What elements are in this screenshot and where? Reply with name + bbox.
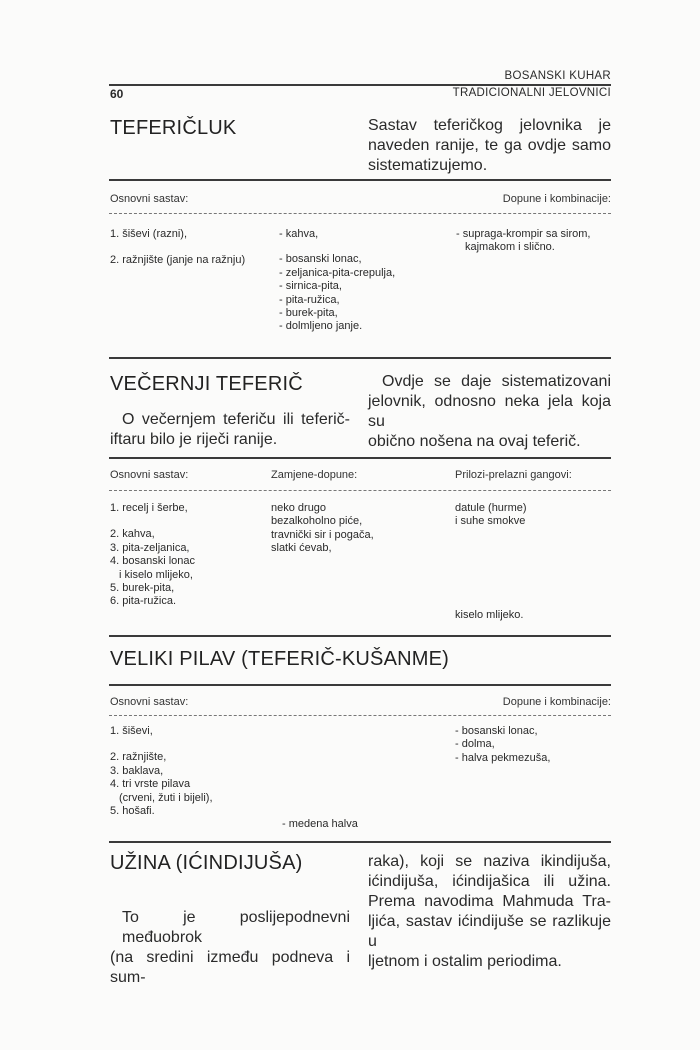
column-header-substitutes: Zamjene-dopune: — [271, 469, 358, 481]
book-subtitle: TRADICIONALNI JELOVNICI — [452, 87, 611, 99]
list-item: 3. baklava, — [110, 764, 164, 777]
column-header-additions: Dopune i kombinacije: — [502, 193, 611, 205]
paragraph-line: ićindijuša, ićindijašica ili užina. — [368, 873, 611, 890]
column-header-additions: Dopune i kombinacije: — [502, 696, 611, 708]
column-header-basic: Osnovni sastav: — [110, 469, 189, 481]
list-item: - sirnica-pita, — [279, 280, 342, 293]
paragraph-line: ljića, sastav ićindijuše se razlikuje u — [368, 913, 611, 950]
list-item: i suhe smokve — [455, 515, 526, 528]
section-title-tefericluk: TEFERIČLUK — [110, 117, 237, 139]
section-title-vecernji: VEČERNJI TEFERIČ — [110, 373, 303, 395]
paragraph-line: iftaru bilo je riječi ranije. — [110, 431, 278, 448]
list-item: i kiselo mlijeko, — [119, 568, 193, 581]
column-header-basic: Osnovni sastav: — [110, 696, 189, 708]
dashed-divider — [109, 715, 611, 716]
section-rule — [109, 357, 611, 359]
paragraph-line: jelovnik, odnosno neka jela koja su — [368, 393, 611, 430]
list-item: - bosanski lonac, — [279, 253, 362, 266]
middle-list — [279, 228, 395, 334]
list-item: 5. burek-pita, — [110, 582, 175, 595]
paragraph-line: To je poslijepodnevni međuobrok — [122, 909, 350, 946]
list-item: 6. pita-ružica. — [110, 595, 177, 608]
column-header-basic: Osnovni sastav: — [110, 193, 189, 205]
list-item: kajmakom i slično. — [465, 241, 555, 254]
list-item: - medena halva — [282, 818, 358, 830]
list-item: 2. ražnjište, — [110, 751, 167, 764]
right-list — [456, 228, 590, 255]
section-rule — [109, 841, 611, 843]
section-rule — [109, 684, 611, 686]
list-item: 5. hošafi. — [110, 805, 155, 818]
list-item: neko drugo — [271, 502, 327, 514]
list-item: kiselo mlijeko. — [455, 609, 524, 621]
list-item: - burek-pita, — [279, 307, 338, 320]
list-item: 4. tri vrste pilava — [110, 778, 191, 791]
left-paragraph — [110, 908, 350, 988]
basic-list — [110, 502, 195, 609]
paragraph-line: Ovdje se daje sistematizovani — [382, 373, 611, 390]
right-paragraph — [368, 372, 611, 452]
paragraph-line: obično nošena na ovaj teferič. — [368, 433, 581, 450]
list-item: - dolmljeno janje. — [279, 320, 363, 333]
basic-list — [110, 725, 213, 818]
section-rule — [109, 635, 611, 637]
list-item: 4. bosanski lonac — [110, 555, 195, 568]
section-rule — [109, 179, 611, 181]
section-title-uzina: UŽINA (IĆINDIJUŠA) — [110, 852, 303, 874]
list-item: 3. pita-zeljanica, — [110, 541, 190, 554]
header-rule — [109, 84, 611, 86]
list-item: - halva pekmezuša, — [455, 751, 551, 764]
intro-line: Sastav teferičkog jelovnika je — [368, 117, 611, 134]
list-item: datule (hurme) — [455, 502, 527, 514]
additions-list — [455, 725, 550, 765]
list-item: bezalkoholno piće, — [271, 515, 363, 528]
list-item: - supraga-krompir sa sirom, — [456, 228, 591, 240]
section-rule — [109, 457, 611, 459]
paragraph-line: ljetnom i ostalim periodima. — [368, 953, 562, 970]
list-item: travnički sir i pogača, — [271, 528, 374, 541]
dashed-divider — [109, 213, 611, 214]
list-item: slatki ćevab, — [271, 542, 332, 555]
list-item: (crveni, žuti i bijeli), — [119, 791, 213, 804]
section-title-veliki-pilav: VELIKI PILAV (TEFERIČ-KUŠANME) — [110, 648, 450, 670]
list-item: 2. kahva, — [110, 528, 155, 541]
list-item: - pita-ružica, — [279, 293, 340, 306]
paragraph-line: raka), koji se naziva ikindijuša, — [368, 853, 611, 870]
page-number: 60 — [110, 87, 124, 101]
section-intro — [368, 116, 611, 176]
intro-line: naveden ranije, te ga ovdje samo — [368, 137, 611, 154]
substitutes-list — [271, 502, 374, 556]
column-header-sides: Prilozi-prelazni gangovi: — [455, 469, 572, 481]
dashed-divider — [109, 490, 611, 491]
paragraph-line: O večernjem teferiču ili teferič- — [122, 411, 350, 428]
paragraph-line: Prema navodima Mahmuda Tra- — [368, 893, 611, 910]
sides-list — [455, 502, 527, 529]
paragraph-line: (na sredini između podneva i sum- — [110, 949, 350, 986]
left-paragraph — [110, 410, 350, 450]
list-item: 1. recelj i šerbe, — [110, 502, 188, 514]
list-item: 1. šiševi, — [110, 725, 153, 737]
intro-line: sistematizujemo. — [368, 157, 488, 174]
right-paragraph — [368, 852, 611, 972]
list-item: 1. šiševi (razni), — [110, 228, 188, 240]
list-item: - kahva, — [279, 228, 319, 240]
list-item: - dolma, — [455, 738, 495, 751]
book-title: BOSANSKI KUHAR — [504, 70, 611, 82]
list-item: - zeljanica-pita-crepulja, — [279, 266, 396, 279]
list-item: 2. ražnjište (janje na ražnju) — [110, 254, 246, 266]
list-item: - bosanski lonac, — [455, 725, 538, 737]
